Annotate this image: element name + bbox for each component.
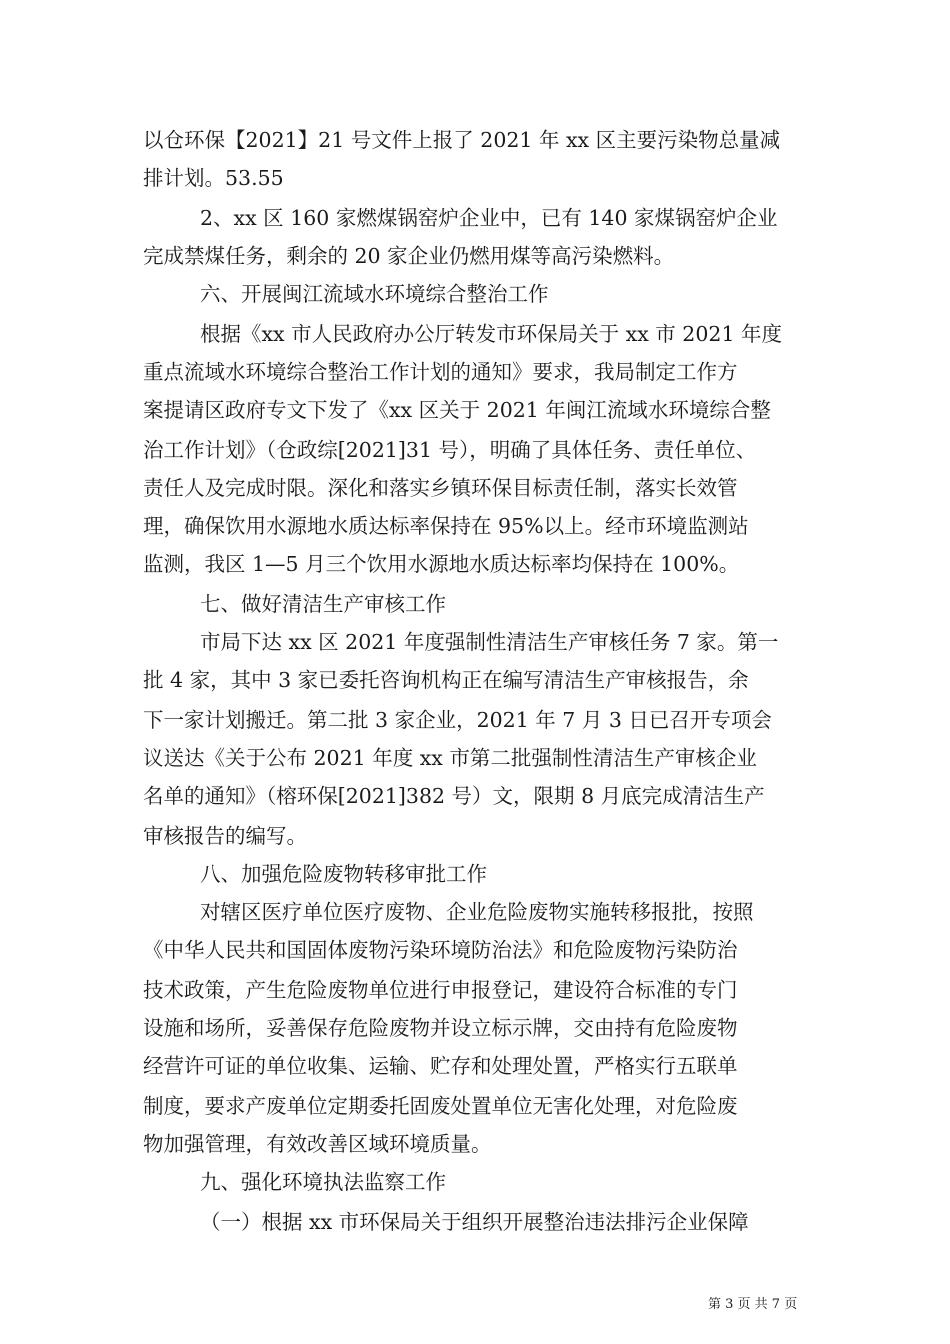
text-line: 排计划。53.55 [143, 166, 284, 190]
text-line: 案提请区政府专文下发了《xx 区关于 2021 年闽江流域水环境综合整 [143, 398, 771, 422]
text-line: 2、xx 区 160 家燃煤锅窑炉企业中，已有 140 家煤锅窑炉企业 [200, 206, 778, 230]
text-line: 对辖区医疗单位医疗废物、企业危险废物实施转移报批，按照 [200, 900, 754, 924]
text-line: 监测，我区 1—5 月三个饮用水源地水质达标率均保持在 100%。 [143, 552, 740, 576]
text-line: 《中华人民共和国固体废物污染环境防治法》和危险废物污染防治 [143, 938, 738, 962]
text-line: 完成禁煤任务，剩余的 20 家企业仍燃用煤等高污染燃料。 [143, 244, 675, 268]
section-heading: 八、加强危险废物转移审批工作 [200, 862, 487, 886]
text-line: 名单的通知》（榕环保[2021]382 号）文，限期 8 月底完成清洁生产 [143, 784, 765, 808]
text-line: 物加强管理，有效改善区域环境质量。 [143, 1132, 492, 1156]
text-line: （一）根据 xx 市环保局关于组织开展整治违法排污企业保障 [200, 1210, 749, 1234]
text-line: 根据《xx 市人民政府办公厅转发市环保局关于 xx 市 2021 年度 [200, 322, 782, 346]
section-heading: 六、开展闽江流域水环境综合整治工作 [200, 282, 549, 306]
text-line: 经营许可证的单位收集、运输、贮存和处理处置，严格实行五联单 [143, 1054, 738, 1078]
text-line: 审核报告的编写。 [143, 824, 307, 848]
text-line: 市局下达 xx 区 2021 年度强制性清洁生产审核任务 7 家。第一 [200, 630, 779, 654]
text-line: 重点流域水环境综合整治工作计划的通知》要求，我局制定工作方 [143, 360, 738, 384]
text-line: 以仓环保【2021】21 号文件上报了 2021 年 xx 区主要污染物总量减 [143, 128, 781, 152]
text-line: 设施和场所，妥善保存危险废物并设立标示牌，交由持有危险废物 [143, 1016, 738, 1040]
text-line: 下一家计划搬迁。第二批 3 家企业，2021 年 7 月 3 日已召开专项会 [143, 708, 772, 732]
text-line: 理，确保饮用水源地水质达标率保持在 95%以上。经市环境监测站 [143, 514, 749, 538]
text-line: 批 4 家，其中 3 家已委托咨询机构正在编写清洁生产审核报告，余 [143, 668, 749, 692]
text-line: 制度，要求产废单位定期委托固废处置单位无害化处理，对危险废 [143, 1094, 738, 1118]
text-line: 治工作计划》（仓政综[2021]31 号），明确了具体任务、责任单位、 [143, 438, 757, 462]
page-number: 第 3 页 共 7 页 [708, 1297, 798, 1312]
text-line: 责任人及完成时限。深化和落实乡镇环保目标责任制，落实长效管 [143, 476, 738, 500]
section-heading: 九、强化环境执法监察工作 [200, 1170, 446, 1194]
text-line: 技术政策，产生危险废物单位进行申报登记，建设符合标准的专门 [143, 978, 738, 1002]
section-heading: 七、做好清洁生产审核工作 [200, 592, 446, 616]
text-line: 议送达《关于公布 2021 年度 xx 市第二批强制性清洁生产审核企业 [143, 746, 757, 770]
